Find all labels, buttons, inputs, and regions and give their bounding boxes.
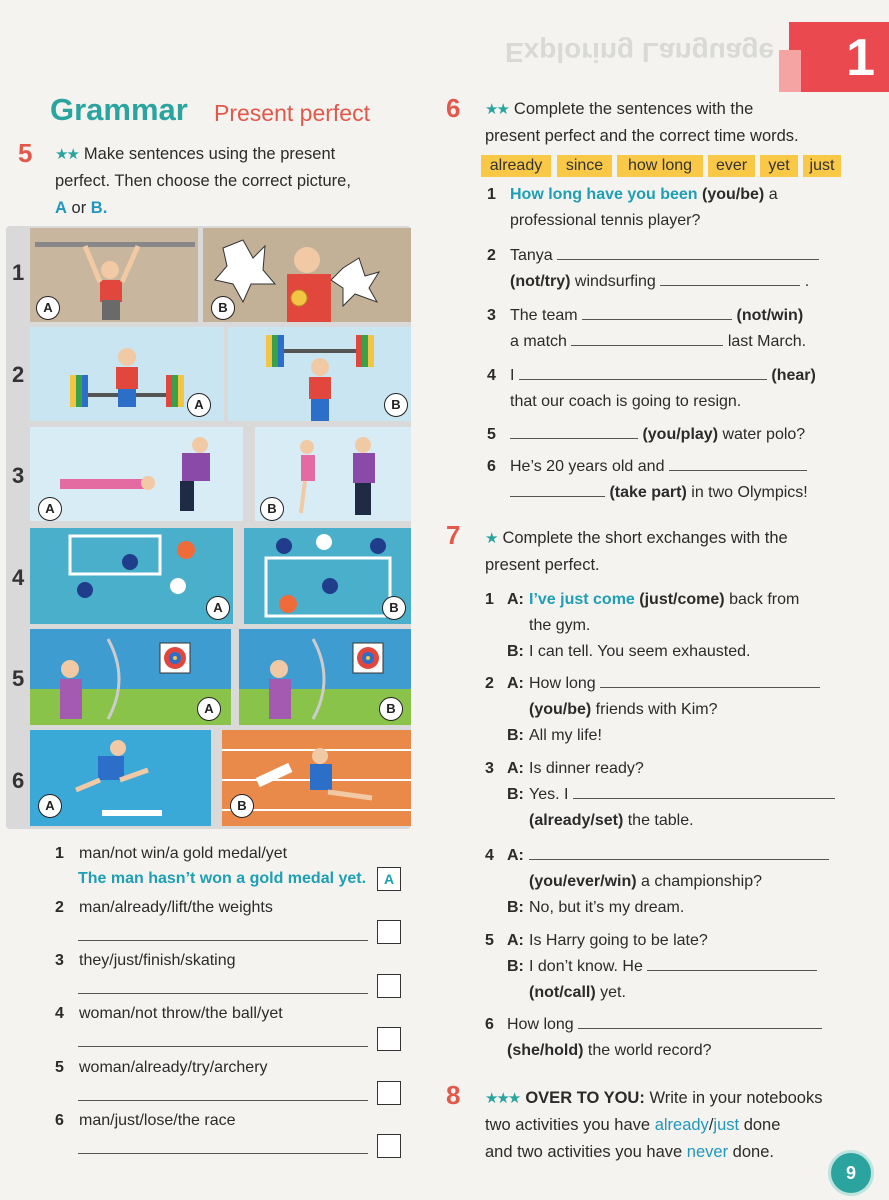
verb-cue: (you/play) bbox=[642, 426, 719, 443]
sentence-text: I don’t know. He bbox=[529, 958, 643, 975]
speaker-b: B: bbox=[507, 786, 524, 803]
word-already: already bbox=[481, 155, 551, 177]
sentence-text: the gym. bbox=[529, 617, 591, 634]
speaker-a: A: bbox=[507, 675, 524, 692]
ex5-item-2 bbox=[55, 899, 273, 917]
keyword-never: never bbox=[686, 1143, 729, 1161]
row-number: 3 bbox=[12, 463, 25, 488]
picture-1a bbox=[30, 228, 198, 322]
answer-text: How long have you been bbox=[510, 186, 698, 203]
instr-line-1: Make sentences using the present bbox=[83, 145, 336, 163]
speaker-b: B: bbox=[507, 899, 524, 916]
blank-line[interactable] bbox=[519, 365, 767, 380]
item-number: 6 bbox=[485, 1016, 494, 1033]
sentence-text: last March. bbox=[727, 333, 807, 350]
sentence-text: I bbox=[510, 367, 515, 384]
speaker-b: B: bbox=[507, 643, 524, 660]
item-number: 2 bbox=[55, 899, 64, 916]
section-title: Grammar bbox=[50, 92, 188, 127]
answer-line[interactable] bbox=[78, 1153, 368, 1154]
verb-cue: (just/come) bbox=[639, 591, 725, 608]
blank-line[interactable] bbox=[573, 784, 835, 799]
verb-cue: (take part) bbox=[609, 484, 687, 501]
item-prompt: man/just/lose/the race bbox=[79, 1112, 236, 1129]
ex5-item-1-answer: The man hasn’t won a gold medal yet. bbox=[78, 870, 367, 887]
item-number: 3 bbox=[487, 307, 496, 324]
instr-text: done. bbox=[732, 1143, 774, 1161]
sentence-text: Is Harry going to be late? bbox=[529, 932, 708, 949]
chapter-tab-accent bbox=[779, 50, 801, 92]
exercise-8-instructions bbox=[485, 1085, 845, 1166]
badge-b: B bbox=[384, 393, 408, 417]
badge-a: A bbox=[38, 794, 62, 818]
ex5-item-4 bbox=[55, 1005, 283, 1023]
exercise-8-number: 8 bbox=[446, 1080, 461, 1110]
speaker-a: A: bbox=[507, 760, 524, 777]
ex6-sentence-2: 2 Tanya (not/try) windsurfing . bbox=[487, 243, 847, 295]
instr-text: Write in your notebooks bbox=[649, 1089, 823, 1107]
instr-line-2: present perfect. bbox=[485, 556, 600, 574]
item-prompt: man/not win/a gold medal/yet bbox=[79, 845, 288, 862]
item-prompt: woman/not throw/the ball/yet bbox=[79, 1005, 283, 1022]
ex7-exchange-5 bbox=[485, 928, 845, 1006]
answer-box[interactable] bbox=[377, 1027, 401, 1051]
item-number: 5 bbox=[485, 932, 494, 949]
answer-text: I’ve just come bbox=[529, 591, 635, 608]
badge-b: B bbox=[260, 497, 284, 521]
answer-box[interactable] bbox=[377, 1134, 401, 1158]
picture-3b bbox=[255, 427, 411, 521]
speaker-b: B: bbox=[507, 958, 524, 975]
picture-2b bbox=[228, 327, 411, 421]
item-number: 2 bbox=[487, 247, 496, 264]
blank-line[interactable] bbox=[510, 424, 638, 439]
difficulty-stars: ★★★ bbox=[485, 1090, 520, 1107]
badge-a: A bbox=[38, 497, 62, 521]
speaker-a: A: bbox=[507, 847, 524, 864]
answer-line[interactable] bbox=[78, 1046, 368, 1047]
word-how-long: how long bbox=[617, 155, 703, 177]
row-number: 4 bbox=[12, 565, 25, 590]
ex6-sentence-3 bbox=[487, 303, 847, 355]
ex6-sentence-1 bbox=[487, 182, 847, 234]
sentence-text: How long bbox=[529, 675, 596, 692]
verb-cue: (not/win) bbox=[736, 307, 804, 324]
row-number: 1 bbox=[12, 260, 25, 285]
ex5-item-3 bbox=[55, 952, 236, 970]
speaker-a: A: bbox=[507, 932, 524, 949]
blank-line[interactable] bbox=[578, 1014, 822, 1029]
answer-line[interactable] bbox=[78, 1100, 368, 1101]
difficulty-stars: ★ bbox=[485, 530, 497, 547]
badge-b: B bbox=[379, 697, 403, 721]
picture-5a bbox=[30, 629, 231, 725]
badge-a: A bbox=[187, 393, 211, 417]
option-b-label: B. bbox=[90, 199, 108, 217]
over-to-you-heading: OVER TO YOU: bbox=[525, 1089, 645, 1107]
ex6-sentence-5 bbox=[487, 422, 847, 448]
sentence-text: He’s 20 years old and bbox=[510, 458, 665, 475]
answer-line[interactable] bbox=[78, 940, 368, 941]
ex5-item-5 bbox=[55, 1059, 268, 1077]
exercise-7-instructions bbox=[485, 525, 855, 579]
picture-4b bbox=[244, 528, 411, 624]
item-prompt: man/already/lift/the weights bbox=[79, 899, 273, 916]
badge-a: A bbox=[197, 697, 221, 721]
section-subtitle: Present perfect bbox=[214, 100, 370, 126]
ex7-exchange-6 bbox=[485, 1012, 845, 1064]
blank-line[interactable] bbox=[660, 271, 800, 286]
difficulty-stars: ★★ bbox=[485, 101, 508, 118]
exercise-6-number: 6 bbox=[446, 93, 461, 123]
blank-line[interactable] bbox=[529, 845, 829, 860]
sentence-text: back from bbox=[729, 591, 800, 608]
verb-cue: (you/be) bbox=[702, 186, 765, 203]
verb-cue: (not/try) bbox=[510, 273, 571, 290]
sentence-text: No, but it’s my dream. bbox=[529, 899, 685, 916]
picture-5b bbox=[239, 629, 411, 725]
blank-line[interactable] bbox=[510, 482, 605, 497]
sentence-text: yet. bbox=[600, 984, 626, 1001]
answer-line[interactable] bbox=[78, 993, 368, 994]
row-number: 5 bbox=[12, 666, 25, 691]
word-since: since bbox=[557, 155, 612, 177]
item-number: 3 bbox=[55, 952, 64, 969]
sentence-text: a match bbox=[510, 333, 567, 350]
badge-b: B bbox=[382, 596, 406, 620]
speaker-b: B: bbox=[507, 727, 524, 744]
exercise-6-instructions bbox=[485, 96, 855, 150]
picture-6b bbox=[222, 730, 411, 826]
item-number: 6 bbox=[55, 1112, 64, 1129]
blank-line[interactable] bbox=[571, 331, 723, 346]
sentence-text: professional tennis player? bbox=[510, 212, 701, 229]
blank-line[interactable] bbox=[600, 673, 820, 688]
instr-text: done bbox=[743, 1116, 781, 1134]
blank-line[interactable] bbox=[647, 956, 817, 971]
word-ever: ever bbox=[708, 155, 755, 177]
keyword-already: already bbox=[654, 1116, 709, 1134]
ex7-exchange-4 bbox=[485, 843, 845, 921]
ex6-sentence-6 bbox=[487, 454, 847, 506]
row-number: 6 bbox=[12, 768, 25, 793]
difficulty-stars: ★★ bbox=[55, 146, 78, 163]
instr-text: two activities you have bbox=[485, 1116, 651, 1134]
sentence-text: Is dinner ready? bbox=[529, 760, 644, 777]
instr-text: and two activities you have bbox=[485, 1143, 683, 1161]
ex5-item-1 bbox=[55, 845, 287, 863]
sentence-text: How long bbox=[507, 1016, 574, 1033]
sentence-text: that our coach is going to resign. bbox=[510, 393, 742, 410]
item-number: 6 bbox=[487, 458, 496, 475]
sentence-text: in two Olympics! bbox=[691, 484, 808, 501]
sentence-text: I can tell. You seem exhausted. bbox=[529, 643, 751, 660]
verb-cue: (you/be) bbox=[529, 701, 592, 718]
item-number: 5 bbox=[487, 426, 496, 443]
sentence-text: water polo? bbox=[722, 426, 806, 443]
item-prompt: woman/already/try/archery bbox=[79, 1059, 268, 1076]
exercise-5-number: 5 bbox=[18, 138, 33, 168]
badge-b: B bbox=[211, 296, 235, 320]
sentence-text: friends with Kim? bbox=[595, 701, 718, 718]
word-just: just bbox=[803, 155, 841, 177]
item-prompt: they/just/finish/skating bbox=[79, 952, 236, 969]
verb-cue: (not/call) bbox=[529, 984, 596, 1001]
verb-cue: (you/ever/win) bbox=[529, 873, 637, 890]
item-number: 1 bbox=[55, 845, 64, 862]
sentence-text: The team bbox=[510, 307, 578, 324]
item-number: 4 bbox=[55, 1005, 64, 1022]
badge-a: A bbox=[36, 296, 60, 320]
sentence-text: the table. bbox=[627, 812, 694, 829]
blank-line[interactable] bbox=[557, 245, 819, 260]
ex7-exchange-3 bbox=[485, 756, 845, 834]
picture-1b bbox=[203, 228, 411, 322]
option-a-label: A bbox=[55, 199, 67, 217]
picture-2a bbox=[30, 327, 224, 421]
answer-box[interactable] bbox=[377, 920, 401, 944]
chapter-tab bbox=[789, 22, 889, 92]
instr-line-1: Complete the short exchanges with the bbox=[502, 529, 788, 547]
instr-line-1: Complete the sentences with the bbox=[513, 100, 754, 118]
or-label: or bbox=[71, 199, 87, 217]
picture-3a bbox=[30, 427, 243, 521]
slash: / bbox=[708, 1116, 714, 1134]
item-number: 1 bbox=[485, 591, 494, 608]
answer-box[interactable] bbox=[377, 1081, 401, 1105]
sentence-text: windsurfing bbox=[574, 273, 656, 290]
exercise-7-number: 7 bbox=[446, 520, 461, 550]
sentence-text: a championship? bbox=[641, 873, 762, 890]
badge-b: B bbox=[230, 794, 254, 818]
item-number: 5 bbox=[55, 1059, 64, 1076]
sentence-text: All my life! bbox=[529, 727, 602, 744]
sentence-text: a bbox=[768, 186, 778, 203]
blank-line[interactable] bbox=[582, 305, 732, 320]
instr-line-2: perfect. Then choose the correct picture, bbox=[55, 172, 351, 190]
speaker-a: A: bbox=[507, 591, 524, 608]
answer-box[interactable]: A bbox=[377, 867, 401, 891]
sentence-text: the world record? bbox=[587, 1042, 712, 1059]
word-yet: yet bbox=[760, 155, 798, 177]
picture-4a bbox=[30, 528, 233, 624]
sentence-text: Tanya bbox=[510, 247, 553, 264]
instr-line-2: present perfect and the correct time words. bbox=[485, 127, 799, 145]
verb-cue: (hear) bbox=[771, 367, 816, 384]
row-number: 2 bbox=[12, 362, 25, 387]
verb-cue: (she/hold) bbox=[507, 1042, 584, 1059]
chapter-number: 1 bbox=[846, 29, 875, 87]
item-number: 4 bbox=[487, 367, 496, 384]
badge-a: A bbox=[206, 596, 230, 620]
sentence-text: Yes. I bbox=[529, 786, 569, 803]
blank-line[interactable] bbox=[669, 456, 807, 471]
item-number: 4 bbox=[485, 847, 494, 864]
water-polo-illustration bbox=[30, 528, 233, 624]
page-number-badge: 9 bbox=[828, 1150, 874, 1196]
ghost-title: Exploring Language bbox=[505, 37, 775, 68]
exercise-5-instructions bbox=[55, 141, 405, 222]
item-number: 2 bbox=[485, 675, 494, 692]
picture-6a bbox=[30, 730, 211, 826]
keyword-just: just bbox=[713, 1116, 740, 1134]
ex5-item-6 bbox=[55, 1112, 236, 1130]
answer-box[interactable] bbox=[377, 974, 401, 998]
item-number: 3 bbox=[485, 760, 494, 777]
verb-cue: (already/set) bbox=[529, 812, 624, 829]
ex6-sentence-4 bbox=[487, 363, 847, 415]
item-number: 1 bbox=[487, 186, 496, 203]
ex7-exchange-2 bbox=[485, 671, 845, 749]
ex7-exchange-1 bbox=[485, 587, 845, 665]
